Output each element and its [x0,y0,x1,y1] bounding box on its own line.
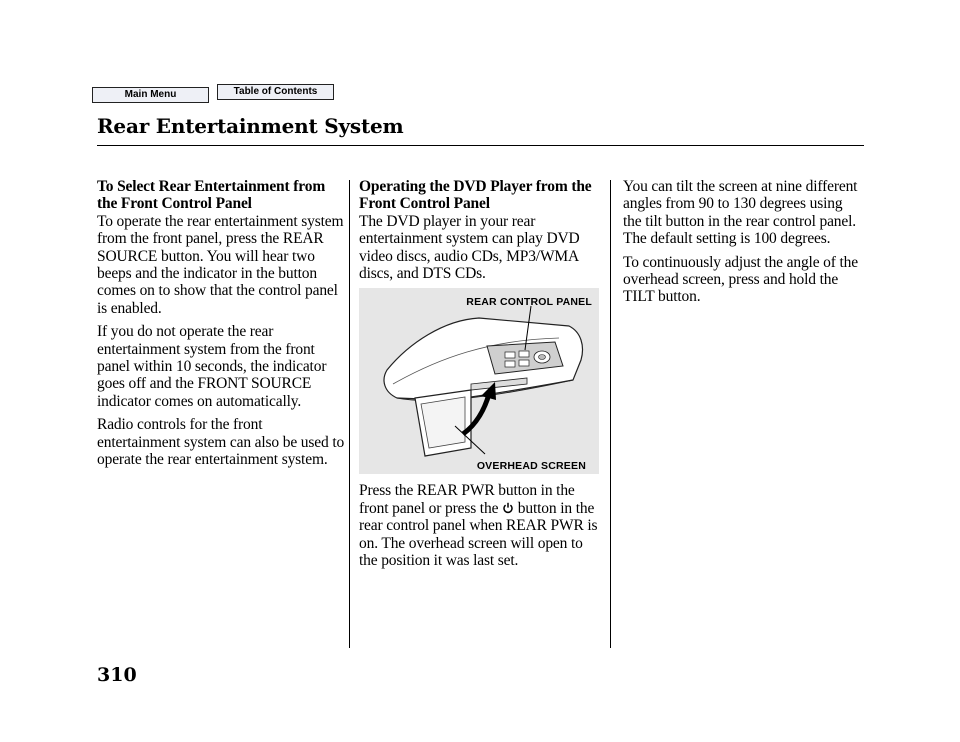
title-divider [97,145,864,146]
paragraph: If you do not operate the rear entertainment system from the front panel within 10 seconds, the indicator goes off and the FRONT SOURCE indicator comes on automatically. [97,323,327,410]
overhead-screen-illustration [359,288,599,474]
table-of-contents-button[interactable]: Table of Contents [217,84,334,100]
paragraph: Radio controls for the front entertainment system can also be used to operate the rear entertainment system. [97,416,345,469]
column-3 [623,178,863,312]
power-icon [502,501,514,513]
paragraph: To continuously adjust the angle of the overhead screen, press and hold the TILT button. [623,253,858,306]
section-heading-dvd-player: Operating the DVD Player from the Front Control Panel [359,178,592,213]
column-divider-2 [610,180,611,648]
overhead-console-drawing [359,288,599,474]
callout-overhead-screen: OVERHEAD SCREEN [476,460,586,473]
paragraph-text: button in the rear control panel when REAR PWR is on. The overhead screen will open to the position it was last set. [359,499,598,570]
paragraph: You can tilt the screen at nine different angles from 90 to 130 degrees using the tilt button in the rear control panel. The default setting is 100 degrees. [623,178,858,248]
page-number: 310 [97,664,137,686]
main-menu-button[interactable]: Main Menu [92,87,209,103]
paragraph: The DVD player in your rear entertainment system can play DVD video discs, audio CDs, MP3/WMA discs, and DTS CDs. [359,212,580,283]
paragraph-text: Press the REAR PWR button in the front panel or press the [359,482,575,517]
paragraph [359,482,603,569]
column-1 [97,178,345,475]
callout-rear-control-panel: REAR CONTROL PANEL [466,296,592,309]
page-title: Rear Entertainment System [97,114,404,138]
paragraph: To operate the rear entertainment system from the front panel, press the REAR SOURCE button. You will hear two beeps and the indicator in the button comes on to show that the control panel is enabled. [97,212,344,317]
column-divider-1 [349,180,350,648]
section-heading-front-control: To Select Rear Entertainment from the Front Control Panel [97,178,326,213]
column-2 [359,178,603,575]
